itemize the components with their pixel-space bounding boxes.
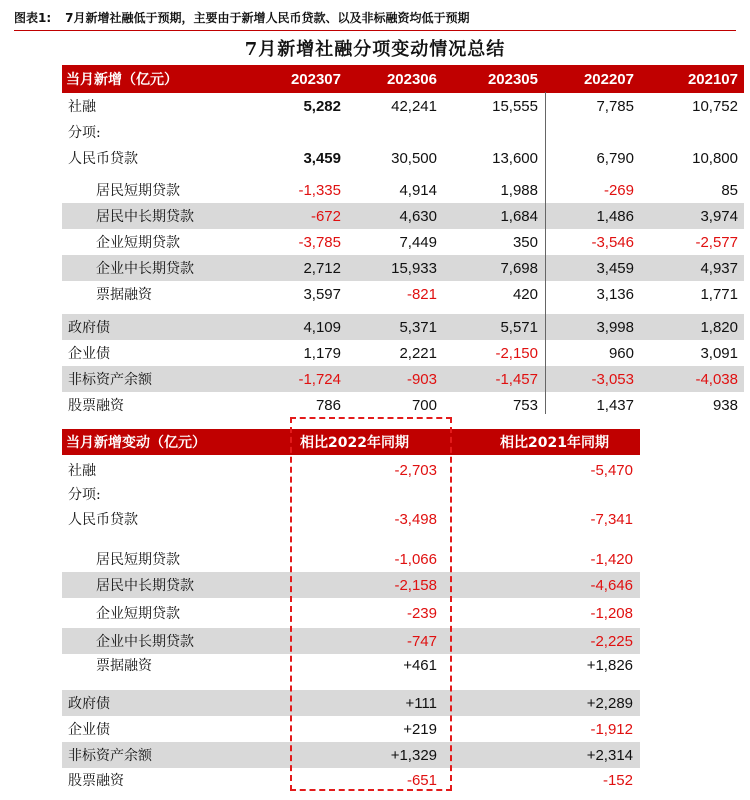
change-cell: +219 (403, 720, 437, 738)
row-label: 企业债 (68, 346, 110, 362)
row-label: 企业短期贷款 (96, 606, 180, 622)
value-cell: -903 (406, 370, 437, 388)
row-label: 居民中长期贷款 (96, 209, 194, 225)
change-cell: -1,912 (590, 720, 633, 738)
value-cell: 1,437 (596, 396, 634, 414)
row-label: 票据融资 (96, 287, 152, 303)
row-label: 非标资产余额 (68, 372, 152, 388)
row-label: 非标资产余额 (68, 748, 152, 764)
change-cell (543, 482, 633, 506)
table1-header-label: 当月新增（亿元） (66, 72, 178, 88)
value-cell: 85 (721, 181, 738, 199)
table1-row (62, 93, 744, 119)
table1-row (62, 340, 744, 366)
value-cell (347, 119, 437, 145)
table2-header-label: 当月新增变动（亿元） (66, 435, 206, 451)
value-cell: 1,820 (700, 318, 738, 336)
row-label: 企业中长期贷款 (96, 261, 194, 277)
change-cell: -2,225 (590, 632, 633, 650)
value-cell: 5,282 (303, 97, 341, 115)
value-cell: 1,179 (303, 344, 341, 362)
row-label: 票据融资 (96, 658, 152, 674)
value-cell: 10,752 (692, 97, 738, 115)
row-label: 股票融资 (68, 398, 124, 414)
value-cell (648, 119, 738, 145)
table1-row (62, 229, 744, 255)
value-cell: 5,371 (399, 318, 437, 336)
row-label: 社融 (68, 99, 96, 115)
value-cell: 3,136 (596, 285, 634, 303)
table1-header-row (62, 65, 744, 93)
value-cell: 3,974 (700, 207, 738, 225)
value-cell: 15,933 (391, 259, 437, 277)
value-cell: -3,546 (591, 233, 634, 251)
change-cell: +111 (405, 694, 437, 712)
value-cell: -2,150 (495, 344, 538, 362)
value-cell: -4,038 (695, 370, 738, 388)
value-cell: -3,053 (591, 370, 634, 388)
row-label: 股票融资 (68, 773, 124, 789)
value-cell: 3,459 (303, 149, 341, 167)
value-cell: 786 (315, 396, 341, 414)
change-cell: +461 (403, 656, 437, 674)
value-cell: 4,630 (399, 207, 437, 225)
figure-caption-text: 7月新增社融低于预期，主要由于新增人民币贷款、以及非标融资均低于预期 (65, 11, 470, 25)
change-cell: +1,329 (390, 746, 437, 764)
value-cell: 3,998 (596, 318, 634, 336)
value-cell (251, 119, 341, 145)
change-cell: +1,826 (586, 656, 633, 674)
row-label: 企业债 (68, 722, 110, 738)
value-cell: 753 (512, 396, 538, 414)
table1-header-period: 202207 (583, 70, 634, 88)
table1-header-period: 202107 (687, 70, 738, 88)
row-label: 政府债 (68, 320, 110, 336)
value-cell: 4,109 (303, 318, 341, 336)
value-cell: 1,988 (500, 181, 538, 199)
value-cell: 2,712 (303, 259, 341, 277)
value-cell: 10,800 (692, 149, 738, 167)
value-cell: 13,600 (492, 149, 538, 167)
table1-header-period: 202306 (386, 70, 437, 88)
table1-row (62, 119, 744, 145)
highlight-box-2022 (290, 417, 452, 791)
change-cell: -3,498 (394, 510, 437, 528)
table2-header-compare: 相比2021年同期 (500, 435, 609, 451)
value-cell (448, 119, 538, 145)
table2-header-compare: 相比2022年同期 (300, 435, 409, 451)
row-label: 人民币贷款 (68, 512, 138, 528)
row-label: 居民短期贷款 (96, 183, 180, 199)
value-cell: 7,449 (399, 233, 437, 251)
change-cell: -1,066 (394, 550, 437, 568)
change-cell: +2,289 (586, 694, 633, 712)
table1-row (62, 177, 744, 203)
value-cell: 1,771 (700, 285, 738, 303)
value-cell: 1,684 (500, 207, 538, 225)
table1-row (62, 255, 744, 281)
row-label: 居民中长期贷款 (96, 578, 194, 594)
value-cell: 3,091 (700, 344, 738, 362)
value-cell (544, 119, 634, 145)
row-label: 分项: (68, 125, 101, 141)
row-label: 政府债 (68, 696, 110, 712)
figure-caption (14, 7, 736, 31)
value-cell: -1,335 (298, 181, 341, 199)
table1-row (62, 203, 744, 229)
table1-header-period: 202307 (290, 70, 341, 88)
value-cell: 7,785 (596, 97, 634, 115)
value-cell: -1,457 (495, 370, 538, 388)
change-cell: -4,646 (590, 576, 633, 594)
value-cell: -2,577 (695, 233, 738, 251)
change-cell: -2,703 (394, 461, 437, 479)
change-cell: -1,420 (590, 550, 633, 568)
row-label: 企业短期贷款 (96, 235, 180, 251)
change-cell: -152 (602, 771, 633, 789)
value-cell: 3,597 (303, 285, 341, 303)
change-cell: -651 (406, 771, 437, 789)
value-cell: 30,500 (391, 149, 437, 167)
row-label: 企业中长期贷款 (96, 634, 194, 650)
table1-row (62, 281, 744, 307)
value-cell: 2,221 (399, 344, 437, 362)
value-cell: 4,937 (700, 259, 738, 277)
value-cell: 350 (512, 233, 538, 251)
change-cell: -1,208 (590, 604, 633, 622)
value-cell: 1,486 (596, 207, 634, 225)
row-label: 分项: (68, 487, 101, 503)
value-cell: -1,724 (298, 370, 341, 388)
value-cell: 5,571 (500, 318, 538, 336)
figure-label: 图表1: (14, 11, 52, 25)
value-cell: 4,914 (399, 181, 437, 199)
value-cell: -269 (603, 181, 634, 199)
row-label: 社融 (68, 463, 96, 479)
table1-header-period: 202305 (487, 70, 538, 88)
value-cell: 7,698 (500, 259, 538, 277)
value-cell: 700 (411, 396, 437, 414)
value-cell: -672 (310, 207, 341, 225)
table1-row (62, 366, 744, 392)
value-cell: 938 (712, 396, 738, 414)
table1-row (62, 314, 744, 340)
column-divider (545, 92, 546, 414)
value-cell: 15,555 (492, 97, 538, 115)
change-cell: -7,341 (590, 510, 633, 528)
change-cell: -239 (406, 604, 437, 622)
table-title: 7月新增社融分项变动情况总结 (244, 39, 506, 60)
change-cell: -2,158 (394, 576, 437, 594)
table1-row (62, 145, 744, 171)
change-cell: +2,314 (586, 746, 633, 764)
value-cell: 6,790 (596, 149, 634, 167)
change-cell: -747 (406, 632, 437, 650)
value-cell: 3,459 (596, 259, 634, 277)
value-cell: 420 (512, 285, 538, 303)
change-cell: -5,470 (590, 461, 633, 479)
value-cell: -3,785 (298, 233, 341, 251)
value-cell: -821 (406, 285, 437, 303)
value-cell: 960 (608, 344, 634, 362)
table1-row (62, 392, 744, 418)
row-label: 人民币贷款 (68, 151, 138, 167)
row-label: 居民短期贷款 (96, 552, 180, 568)
value-cell: 42,241 (391, 97, 437, 115)
